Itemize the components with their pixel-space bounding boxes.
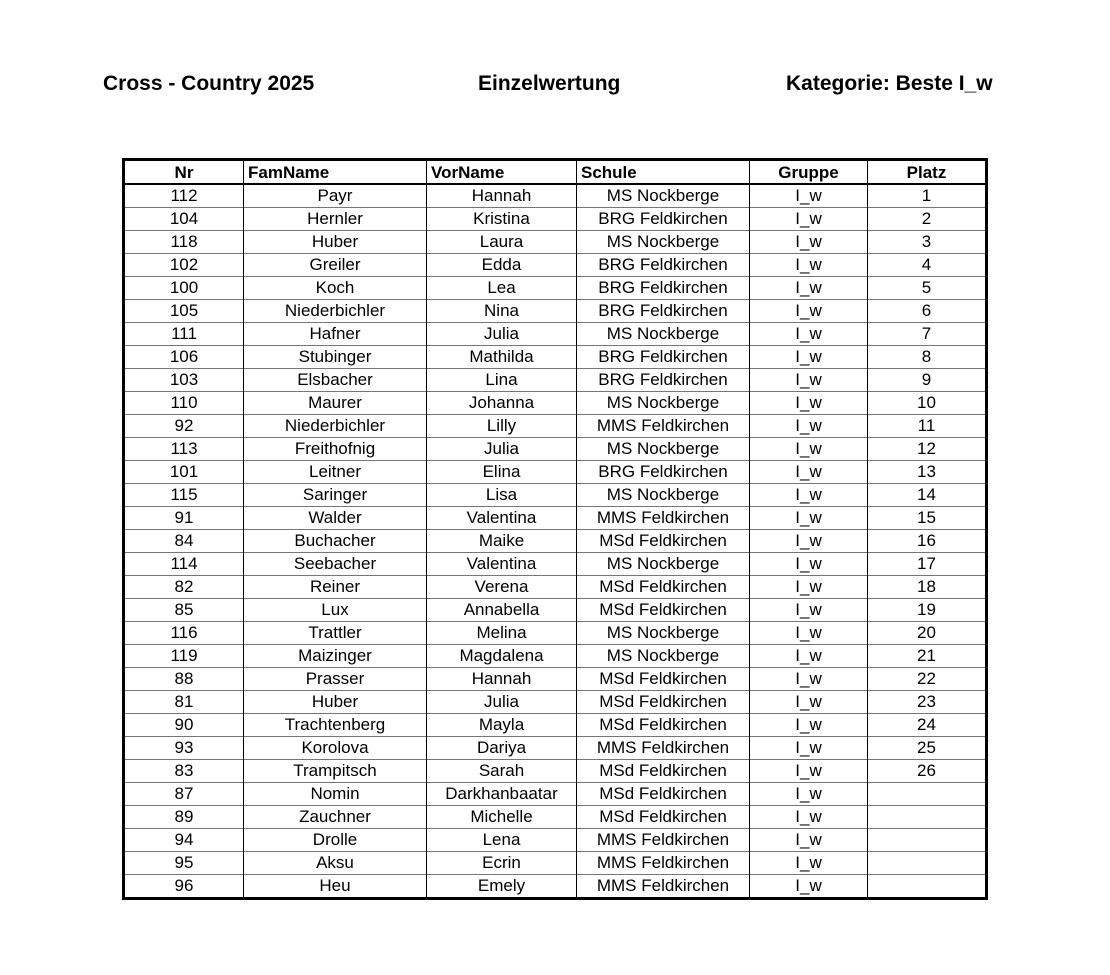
table-cell: 20 [868, 622, 987, 645]
table-cell: Niederbichler [244, 300, 427, 323]
table-cell: MMS Feldkirchen [577, 507, 750, 530]
table-cell: I_w [750, 438, 868, 461]
table-cell: I_w [750, 852, 868, 875]
table-cell: Elsbacher [244, 369, 427, 392]
table-cell: Nomin [244, 783, 427, 806]
table-cell: Huber [244, 231, 427, 254]
table-cell: BRG Feldkirchen [577, 369, 750, 392]
results-table [122, 158, 988, 900]
table-cell: Emely [427, 875, 577, 899]
table-cell: Edda [427, 254, 577, 277]
table-cell: Freithofnig [244, 438, 427, 461]
table-cell: 16 [868, 530, 987, 553]
table-cell: I_w [750, 530, 868, 553]
table-cell: 92 [124, 415, 244, 438]
header-row [124, 160, 987, 185]
table-cell: 23 [868, 691, 987, 714]
table-cell: Zauchner [244, 806, 427, 829]
table-cell: 95 [124, 852, 244, 875]
table-cell: 11 [868, 415, 987, 438]
table-cell: Buchacher [244, 530, 427, 553]
table-cell [868, 875, 987, 899]
table-cell: Dariya [427, 737, 577, 760]
table-cell: Lina [427, 369, 577, 392]
table-cell: 21 [868, 645, 987, 668]
table-cell: Darkhanbaatar [427, 783, 577, 806]
table-cell: Hernler [244, 208, 427, 231]
table-cell: BRG Feldkirchen [577, 277, 750, 300]
table-cell: 81 [124, 691, 244, 714]
table-cell: MS Nockberge [577, 622, 750, 645]
table-row [124, 576, 987, 599]
table-row [124, 346, 987, 369]
table-cell: 118 [124, 231, 244, 254]
table-row [124, 760, 987, 783]
table-row [124, 461, 987, 484]
table-cell [868, 829, 987, 852]
table-cell: 116 [124, 622, 244, 645]
table-cell: 8 [868, 346, 987, 369]
table-cell: Ecrin [427, 852, 577, 875]
table-cell: Julia [427, 691, 577, 714]
table-cell: Reiner [244, 576, 427, 599]
table-cell: MSd Feldkirchen [577, 806, 750, 829]
table-cell: MSd Feldkirchen [577, 576, 750, 599]
table-cell: Lux [244, 599, 427, 622]
table-cell: 113 [124, 438, 244, 461]
table-cell: 115 [124, 484, 244, 507]
table-cell: 91 [124, 507, 244, 530]
table-cell: 9 [868, 369, 987, 392]
table-cell: 90 [124, 714, 244, 737]
table-cell: Julia [427, 438, 577, 461]
table-cell: I_w [750, 691, 868, 714]
table-cell: 4 [868, 254, 987, 277]
table-cell: MSd Feldkirchen [577, 714, 750, 737]
table-row [124, 599, 987, 622]
table-cell: I_w [750, 346, 868, 369]
table-cell: Trachtenberg [244, 714, 427, 737]
table-cell: Hannah [427, 668, 577, 691]
table-cell: Heu [244, 875, 427, 899]
table-cell: Maurer [244, 392, 427, 415]
table-cell: 102 [124, 254, 244, 277]
table-cell: 22 [868, 668, 987, 691]
table-cell: 84 [124, 530, 244, 553]
table-row [124, 277, 987, 300]
table-cell: 15 [868, 507, 987, 530]
table-cell: Maike [427, 530, 577, 553]
page-title-category: Kategorie: Beste I_w [786, 72, 993, 95]
table-cell: 119 [124, 645, 244, 668]
table-cell: MMS Feldkirchen [577, 829, 750, 852]
table-cell: MSd Feldkirchen [577, 760, 750, 783]
table-cell: MSd Feldkirchen [577, 599, 750, 622]
table-cell: MSd Feldkirchen [577, 530, 750, 553]
table-cell: I_w [750, 599, 868, 622]
table-cell: 18 [868, 576, 987, 599]
page-title-ranking-type: Einzelwertung [478, 72, 621, 95]
table-cell: Elina [427, 461, 577, 484]
table-cell: MMS Feldkirchen [577, 875, 750, 899]
table-cell: 88 [124, 668, 244, 691]
table-cell: BRG Feldkirchen [577, 208, 750, 231]
table-cell: Johanna [427, 392, 577, 415]
table-row [124, 737, 987, 760]
table-cell: 100 [124, 277, 244, 300]
table-cell: 10 [868, 392, 987, 415]
table-cell: MS Nockberge [577, 392, 750, 415]
table-cell: Huber [244, 691, 427, 714]
table-row [124, 415, 987, 438]
table-cell: Valentina [427, 507, 577, 530]
table-row [124, 231, 987, 254]
page-title-event: Cross - Country 2025 [103, 72, 315, 95]
table-cell: 93 [124, 737, 244, 760]
table-cell: 82 [124, 576, 244, 599]
table-cell: I_w [750, 461, 868, 484]
table-cell: Julia [427, 323, 577, 346]
table-cell: I_w [750, 323, 868, 346]
table-cell: I_w [750, 184, 868, 208]
table-cell: 110 [124, 392, 244, 415]
table-cell: Lea [427, 277, 577, 300]
table-cell: 3 [868, 231, 987, 254]
table-body [124, 184, 987, 899]
table-cell: Prasser [244, 668, 427, 691]
table-cell: I_w [750, 208, 868, 231]
table-cell: Leitner [244, 461, 427, 484]
table-cell: I_w [750, 875, 868, 899]
table-cell: 106 [124, 346, 244, 369]
table-row [124, 875, 987, 899]
table-cell: 96 [124, 875, 244, 899]
table-cell: MSd Feldkirchen [577, 691, 750, 714]
table-cell: I_w [750, 737, 868, 760]
table-cell: Hafner [244, 323, 427, 346]
table-cell: MS Nockberge [577, 645, 750, 668]
table-row [124, 645, 987, 668]
table-row [124, 323, 987, 346]
table-cell: BRG Feldkirchen [577, 461, 750, 484]
table-cell: 7 [868, 323, 987, 346]
table-cell: 103 [124, 369, 244, 392]
table-cell: 13 [868, 461, 987, 484]
table-row [124, 714, 987, 737]
table-cell: Saringer [244, 484, 427, 507]
table-cell: I_w [750, 622, 868, 645]
table-row [124, 300, 987, 323]
table-cell: Lisa [427, 484, 577, 507]
table-cell: BRG Feldkirchen [577, 300, 750, 323]
table-cell: 17 [868, 553, 987, 576]
table-cell: Trattler [244, 622, 427, 645]
table-row [124, 184, 987, 208]
column-header-vorname: VorName [427, 160, 577, 185]
table-cell: Laura [427, 231, 577, 254]
table-cell: Nina [427, 300, 577, 323]
table-row [124, 438, 987, 461]
table-cell: Valentina [427, 553, 577, 576]
table-cell: BRG Feldkirchen [577, 254, 750, 277]
table-cell: 5 [868, 277, 987, 300]
table-row [124, 691, 987, 714]
table-cell: Verena [427, 576, 577, 599]
table-cell: 24 [868, 714, 987, 737]
table-cell: I_w [750, 783, 868, 806]
table-row [124, 806, 987, 829]
table-cell: 114 [124, 553, 244, 576]
table-row [124, 507, 987, 530]
table-cell: MS Nockberge [577, 184, 750, 208]
table-cell: 87 [124, 783, 244, 806]
table-cell: Lena [427, 829, 577, 852]
table-cell: 26 [868, 760, 987, 783]
table-row [124, 783, 987, 806]
table-cell: MS Nockberge [577, 231, 750, 254]
table-cell: I_w [750, 645, 868, 668]
table-cell: 85 [124, 599, 244, 622]
table-cell: I_w [750, 415, 868, 438]
table-row [124, 484, 987, 507]
table-cell: Trampitsch [244, 760, 427, 783]
table-cell: MMS Feldkirchen [577, 415, 750, 438]
table-cell: Annabella [427, 599, 577, 622]
table-cell: 83 [124, 760, 244, 783]
table-row [124, 668, 987, 691]
table-cell [868, 783, 987, 806]
table-cell: 111 [124, 323, 244, 346]
table-cell: 14 [868, 484, 987, 507]
table-row [124, 829, 987, 852]
table-cell: 105 [124, 300, 244, 323]
table-cell: Drolle [244, 829, 427, 852]
table-cell: MMS Feldkirchen [577, 737, 750, 760]
table-cell: Walder [244, 507, 427, 530]
column-header-platz: Platz [868, 160, 987, 185]
table-row [124, 553, 987, 576]
table-cell: I_w [750, 392, 868, 415]
table-cell: Kristina [427, 208, 577, 231]
table-cell: 19 [868, 599, 987, 622]
table-cell: Magdalena [427, 645, 577, 668]
table-cell: I_w [750, 760, 868, 783]
table-row [124, 852, 987, 875]
table-cell: Niederbichler [244, 415, 427, 438]
table-cell: 101 [124, 461, 244, 484]
column-header-gruppe: Gruppe [750, 160, 868, 185]
table-cell: I_w [750, 507, 868, 530]
table-cell: Mayla [427, 714, 577, 737]
table-cell: MS Nockberge [577, 484, 750, 507]
column-header-nr: Nr [124, 160, 244, 185]
table-cell: I_w [750, 277, 868, 300]
table-cell: 25 [868, 737, 987, 760]
table-cell: 2 [868, 208, 987, 231]
table-cell: I_w [750, 668, 868, 691]
table-row [124, 369, 987, 392]
table-cell: Greiler [244, 254, 427, 277]
table-cell: I_w [750, 300, 868, 323]
table-cell: Maizinger [244, 645, 427, 668]
table-cell: Korolova [244, 737, 427, 760]
table-row [124, 208, 987, 231]
table-cell: 104 [124, 208, 244, 231]
table-cell: Michelle [427, 806, 577, 829]
table-cell: Koch [244, 277, 427, 300]
table-cell: Lilly [427, 415, 577, 438]
table-cell: 1 [868, 184, 987, 208]
column-header-schule: Schule [577, 160, 750, 185]
table-cell: Sarah [427, 760, 577, 783]
table-cell: I_w [750, 254, 868, 277]
table-cell: I_w [750, 829, 868, 852]
table-cell: MS Nockberge [577, 553, 750, 576]
table-cell: I_w [750, 714, 868, 737]
table-cell: Aksu [244, 852, 427, 875]
table-cell: I_w [750, 369, 868, 392]
table-cell: MSd Feldkirchen [577, 783, 750, 806]
table-row [124, 392, 987, 415]
table-cell: Melina [427, 622, 577, 645]
table-cell: MS Nockberge [577, 438, 750, 461]
table-row [124, 530, 987, 553]
table-cell: I_w [750, 484, 868, 507]
table-cell [868, 806, 987, 829]
table-row [124, 254, 987, 277]
table-cell: MS Nockberge [577, 323, 750, 346]
table-cell: I_w [750, 806, 868, 829]
table-cell: BRG Feldkirchen [577, 346, 750, 369]
table-cell: 94 [124, 829, 244, 852]
table-cell: MSd Feldkirchen [577, 668, 750, 691]
table-cell [868, 852, 987, 875]
table-cell: 6 [868, 300, 987, 323]
table-cell: I_w [750, 553, 868, 576]
table-row [124, 622, 987, 645]
table-cell: I_w [750, 231, 868, 254]
column-header-famname: FamName [244, 160, 427, 185]
table-cell: Hannah [427, 184, 577, 208]
table-cell: 12 [868, 438, 987, 461]
table-cell: I_w [750, 576, 868, 599]
table-cell: MMS Feldkirchen [577, 852, 750, 875]
table-cell: Mathilda [427, 346, 577, 369]
table-cell: 112 [170, 186, 198, 205]
table-cell: Stubinger [244, 346, 427, 369]
table-cell: Payr [244, 184, 427, 208]
table-cell: Seebacher [244, 553, 427, 576]
table-cell: 89 [124, 806, 244, 829]
